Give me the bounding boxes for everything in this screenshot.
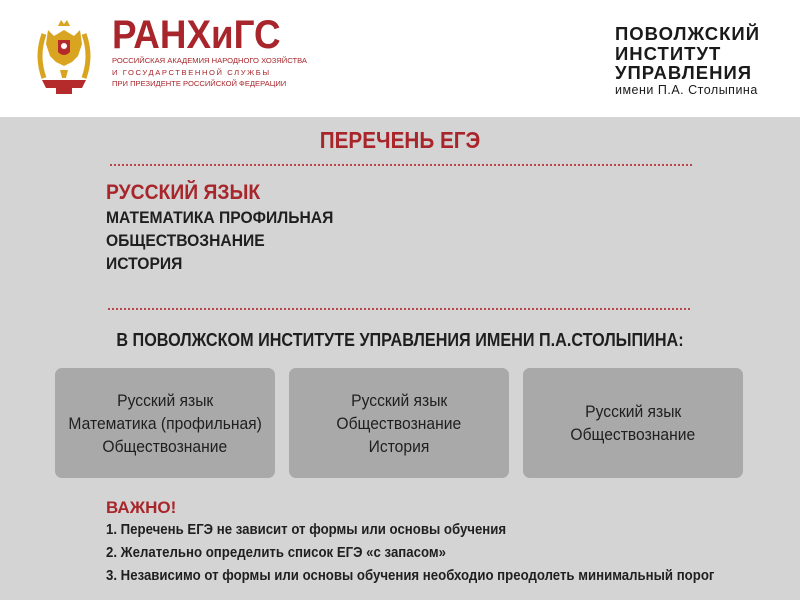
subjects-list [106,180,353,275]
exam-card [55,368,275,478]
card-line: Обществознание [570,425,696,444]
institute-line: ИНСТИТУТ [614,42,722,64]
card-line: Математика (профильная) [68,413,262,433]
important-notes [106,497,778,588]
divider [110,164,692,166]
exam-card [523,368,743,478]
header [0,0,800,117]
institute-subtitle: имени П.А. Столыпина [614,82,758,97]
section-heading: В ПОВОЛЖСКОМ ИНСТИТУТЕ УПРАВЛЕНИЯ ИМЕНИ П.А.СТОЛЫПИНА: [116,330,684,350]
card-line: Обществознание [336,413,462,433]
subject-item: ИСТОРИЯ [106,254,183,273]
divider [108,308,690,310]
double-headed-eagle-emblem-icon [34,16,94,100]
brand-line: РОССИЙСКАЯ АКАДЕМИЯ НАРОДНОГО ХОЗЯЙСТВА [112,56,307,65]
card-line: История [368,436,430,456]
subject-item: РУССКИЙ ЯЗЫК [106,181,261,204]
card-line: Русский язык [584,402,682,421]
institute-block [615,24,760,98]
important-title: ВАЖНО! [106,498,177,517]
card-line: Обществознание [102,436,228,456]
brand-line: И ГОСУДАРСТВЕННОЙ СЛУЖБЫ [112,67,271,77]
institute-line: ПОВОЛЖСКИЙ [614,23,760,44]
card-line: Русский язык [350,390,448,410]
subject-item: ОБЩЕСТВОЗНАНИЕ [106,231,265,250]
subject-item: МАТЕМАТИКА ПРОФИЛЬНАЯ [106,208,334,227]
institute-line: УПРАВЛЕНИЯ [614,62,753,83]
important-item: 1. Перечень ЕГЭ не зависит от формы или основы обучения [106,522,507,538]
important-item: 2. Желательно определить список ЕГЭ «с запасом» [106,545,446,561]
important-item: 3. Независимо от формы или основы обучения необходио преодолеть минимальный порог [106,568,715,584]
card-line: Русский язык [116,390,214,410]
exam-card [289,368,509,478]
slide-title: ПЕРЕЧЕНЬ ЕГЭ [319,127,481,153]
brand-block [112,13,312,89]
brand-name: РАНХиГС [112,13,281,57]
brand-line: ПРИ ПРЕЗИДЕНТЕ РОССИЙСКОЙ ФЕДЕРАЦИИ [112,79,287,88]
